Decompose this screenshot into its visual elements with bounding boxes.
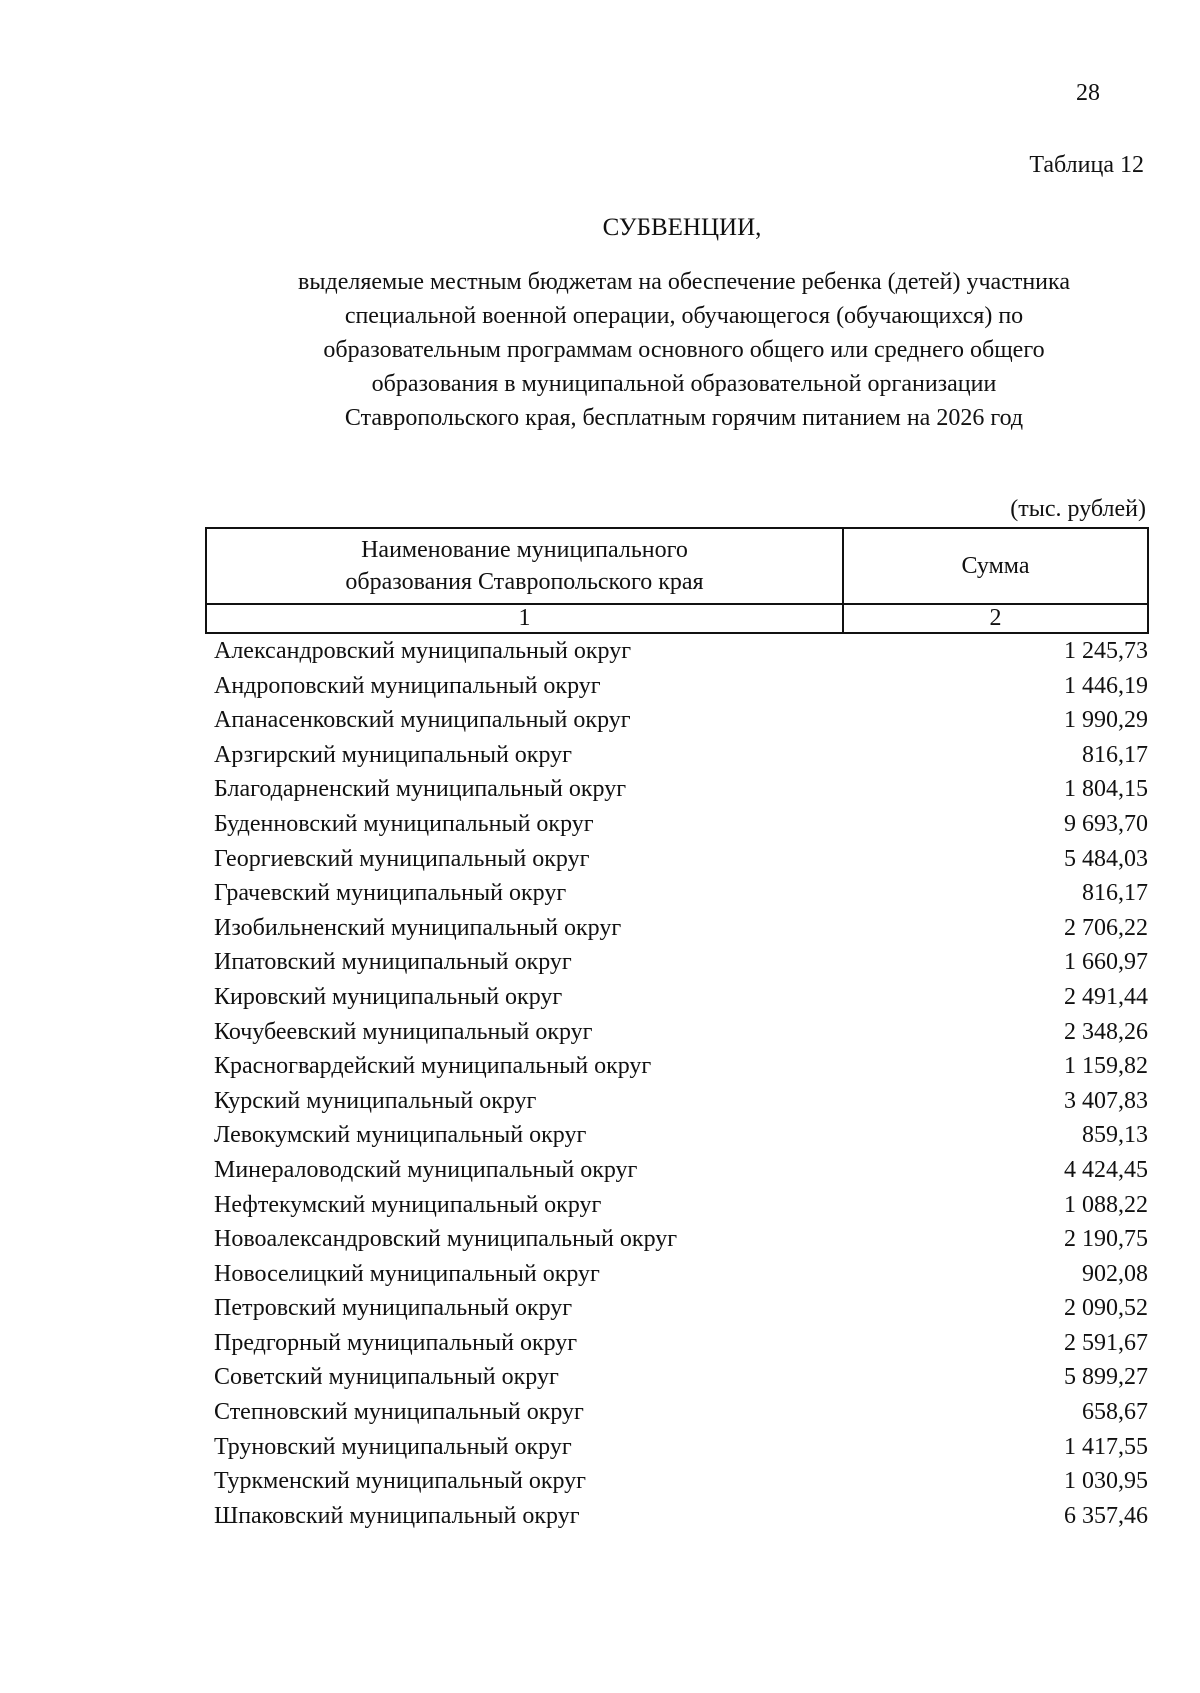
subvention-amount: 859,13 bbox=[1082, 1122, 1148, 1149]
subvention-amount: 1 804,15 bbox=[1064, 776, 1148, 803]
municipality-name: Грачевский муниципальный округ bbox=[214, 880, 567, 907]
page-number: 28 bbox=[1076, 80, 1100, 106]
table-row bbox=[206, 1049, 1148, 1084]
table-row bbox=[206, 1395, 1148, 1430]
municipality-name: Буденновский муниципальный округ bbox=[214, 810, 594, 837]
units-label: (тыс. рублей) bbox=[1010, 496, 1146, 522]
municipality-name: Кочубеевский муниципальный округ bbox=[214, 1018, 593, 1045]
subtitle-line: образовательным программам основного общего или среднего общего bbox=[323, 337, 1045, 363]
subvention-amount: 3 407,83 bbox=[1064, 1087, 1148, 1114]
municipality-name: Благодарненский муниципальный округ bbox=[214, 776, 627, 803]
table-label: Таблица 12 bbox=[1029, 152, 1144, 178]
municipality-name: Ипатовский муниципальный округ bbox=[214, 949, 572, 976]
municipality-name: Минераловодский муниципальный округ bbox=[214, 1156, 638, 1183]
subvention-amount: 658,67 bbox=[1082, 1399, 1148, 1426]
municipality-name: Апанасенковский муниципальный округ bbox=[214, 707, 631, 734]
table-row bbox=[206, 772, 1148, 807]
municipality-name: Предгорный муниципальный округ bbox=[214, 1329, 578, 1356]
municipality-name: Труновский муниципальный округ bbox=[214, 1433, 572, 1460]
table-row bbox=[206, 1153, 1148, 1188]
municipality-name: Левокумский муниципальный округ bbox=[214, 1122, 587, 1149]
subvention-amount: 1 245,73 bbox=[1064, 638, 1148, 664]
subvention-amount: 9 693,70 bbox=[1064, 810, 1148, 837]
table-row bbox=[206, 842, 1148, 877]
subvention-amount: 902,08 bbox=[1082, 1260, 1148, 1287]
subvention-amount: 2 491,44 bbox=[1064, 983, 1148, 1010]
table-row bbox=[206, 911, 1148, 946]
subvention-amount: 5 899,27 bbox=[1064, 1364, 1148, 1391]
table-row bbox=[206, 1464, 1148, 1499]
municipality-name: Изобильненский муниципальный округ bbox=[214, 914, 622, 941]
document-subtitle bbox=[200, 265, 1168, 435]
municipality-name: Нефтекумский муниципальный округ bbox=[214, 1191, 602, 1218]
table-row bbox=[206, 1015, 1148, 1050]
subvention-amount: 1 159,82 bbox=[1064, 1053, 1148, 1080]
table-row bbox=[206, 1118, 1148, 1153]
subvention-amount: 1 088,22 bbox=[1064, 1191, 1148, 1218]
table-row bbox=[206, 876, 1148, 911]
table-row bbox=[206, 633, 1148, 669]
subvention-amount: 1 446,19 bbox=[1064, 672, 1148, 699]
subvention-amount: 1 417,55 bbox=[1064, 1433, 1148, 1460]
subvention-amount: 816,17 bbox=[1082, 880, 1148, 907]
municipality-name: Туркменский муниципальный округ bbox=[214, 1468, 586, 1495]
subvention-amount: 1 030,95 bbox=[1064, 1468, 1148, 1495]
table-row bbox=[206, 1430, 1148, 1465]
table-row bbox=[206, 1084, 1148, 1119]
header-sum: Сумма bbox=[843, 528, 1148, 604]
subvention-amount: 2 591,67 bbox=[1064, 1329, 1148, 1356]
subtitle-line: выделяемые местным бюджетам на обеспечение ребенка (детей) участника bbox=[298, 269, 1070, 295]
municipality-name: Андроповский муниципальный округ bbox=[214, 672, 601, 699]
table-body bbox=[206, 633, 1148, 1533]
municipality-name: Арзгирский муниципальный округ bbox=[214, 741, 572, 768]
subvention-amount: 6 357,46 bbox=[1064, 1502, 1148, 1529]
header-row bbox=[206, 528, 1148, 604]
municipality-name: Новоселицкий муниципальный округ bbox=[214, 1260, 600, 1287]
table-row bbox=[206, 1291, 1148, 1326]
table-row bbox=[206, 1188, 1148, 1223]
subvention-amount: 2 348,26 bbox=[1064, 1018, 1148, 1045]
table-row bbox=[206, 1257, 1148, 1292]
header-name bbox=[206, 528, 843, 604]
table-row bbox=[206, 1326, 1148, 1361]
subvention-amount: 2 090,52 bbox=[1064, 1295, 1148, 1322]
municipality-name: Курский муниципальный округ bbox=[214, 1087, 537, 1114]
municipality-name: Георгиевский муниципальный округ bbox=[214, 845, 590, 872]
table-row bbox=[206, 738, 1148, 773]
municipality-name: Александровский муниципальный округ bbox=[214, 638, 632, 664]
municipality-name: Степновский муниципальный округ bbox=[214, 1399, 584, 1426]
subtitle-line: образования в муниципальной образовательной организации bbox=[371, 371, 997, 397]
document-title: СУБВЕНЦИИ, bbox=[602, 214, 762, 241]
subvention-amount: 1 990,29 bbox=[1064, 707, 1148, 734]
table-row bbox=[206, 807, 1148, 842]
column-number: 1 bbox=[206, 604, 843, 633]
header-name-line: образования Ставропольского края bbox=[345, 569, 704, 595]
column-number: 2 bbox=[843, 604, 1148, 633]
municipality-name: Новоалександровский муниципальный округ bbox=[214, 1226, 678, 1253]
subvention-amount: 2 706,22 bbox=[1064, 914, 1148, 941]
table-row bbox=[206, 945, 1148, 980]
municipality-name: Петровский муниципальный округ bbox=[214, 1295, 573, 1322]
header-name-line: Наименование муниципального bbox=[361, 537, 688, 563]
subventions-table bbox=[205, 527, 1149, 1533]
subtitle-line: Ставропольского края, бесплатным горячим питанием на 2026 год bbox=[344, 405, 1024, 431]
column-number-row bbox=[206, 604, 1148, 633]
table-row bbox=[206, 1360, 1148, 1395]
table-row bbox=[206, 703, 1148, 738]
table-row bbox=[206, 980, 1148, 1015]
municipality-name: Советский муниципальный округ bbox=[214, 1364, 559, 1391]
subvention-amount: 1 660,97 bbox=[1064, 949, 1148, 976]
subvention-amount: 2 190,75 bbox=[1064, 1226, 1148, 1253]
table-row bbox=[206, 669, 1148, 704]
subvention-amount: 5 484,03 bbox=[1064, 845, 1148, 872]
subtitle-line: специальной военной операции, обучающегося (обучающихся) по bbox=[344, 303, 1024, 329]
table-row bbox=[206, 1499, 1148, 1534]
municipality-name: Красногвардейский муниципальный округ bbox=[214, 1053, 652, 1080]
subvention-amount: 4 424,45 bbox=[1064, 1156, 1148, 1183]
municipality-name: Шпаковский муниципальный округ bbox=[214, 1502, 580, 1529]
subvention-amount: 816,17 bbox=[1082, 741, 1148, 768]
municipality-name: Кировский муниципальный округ bbox=[214, 983, 563, 1010]
table-row bbox=[206, 1222, 1148, 1257]
